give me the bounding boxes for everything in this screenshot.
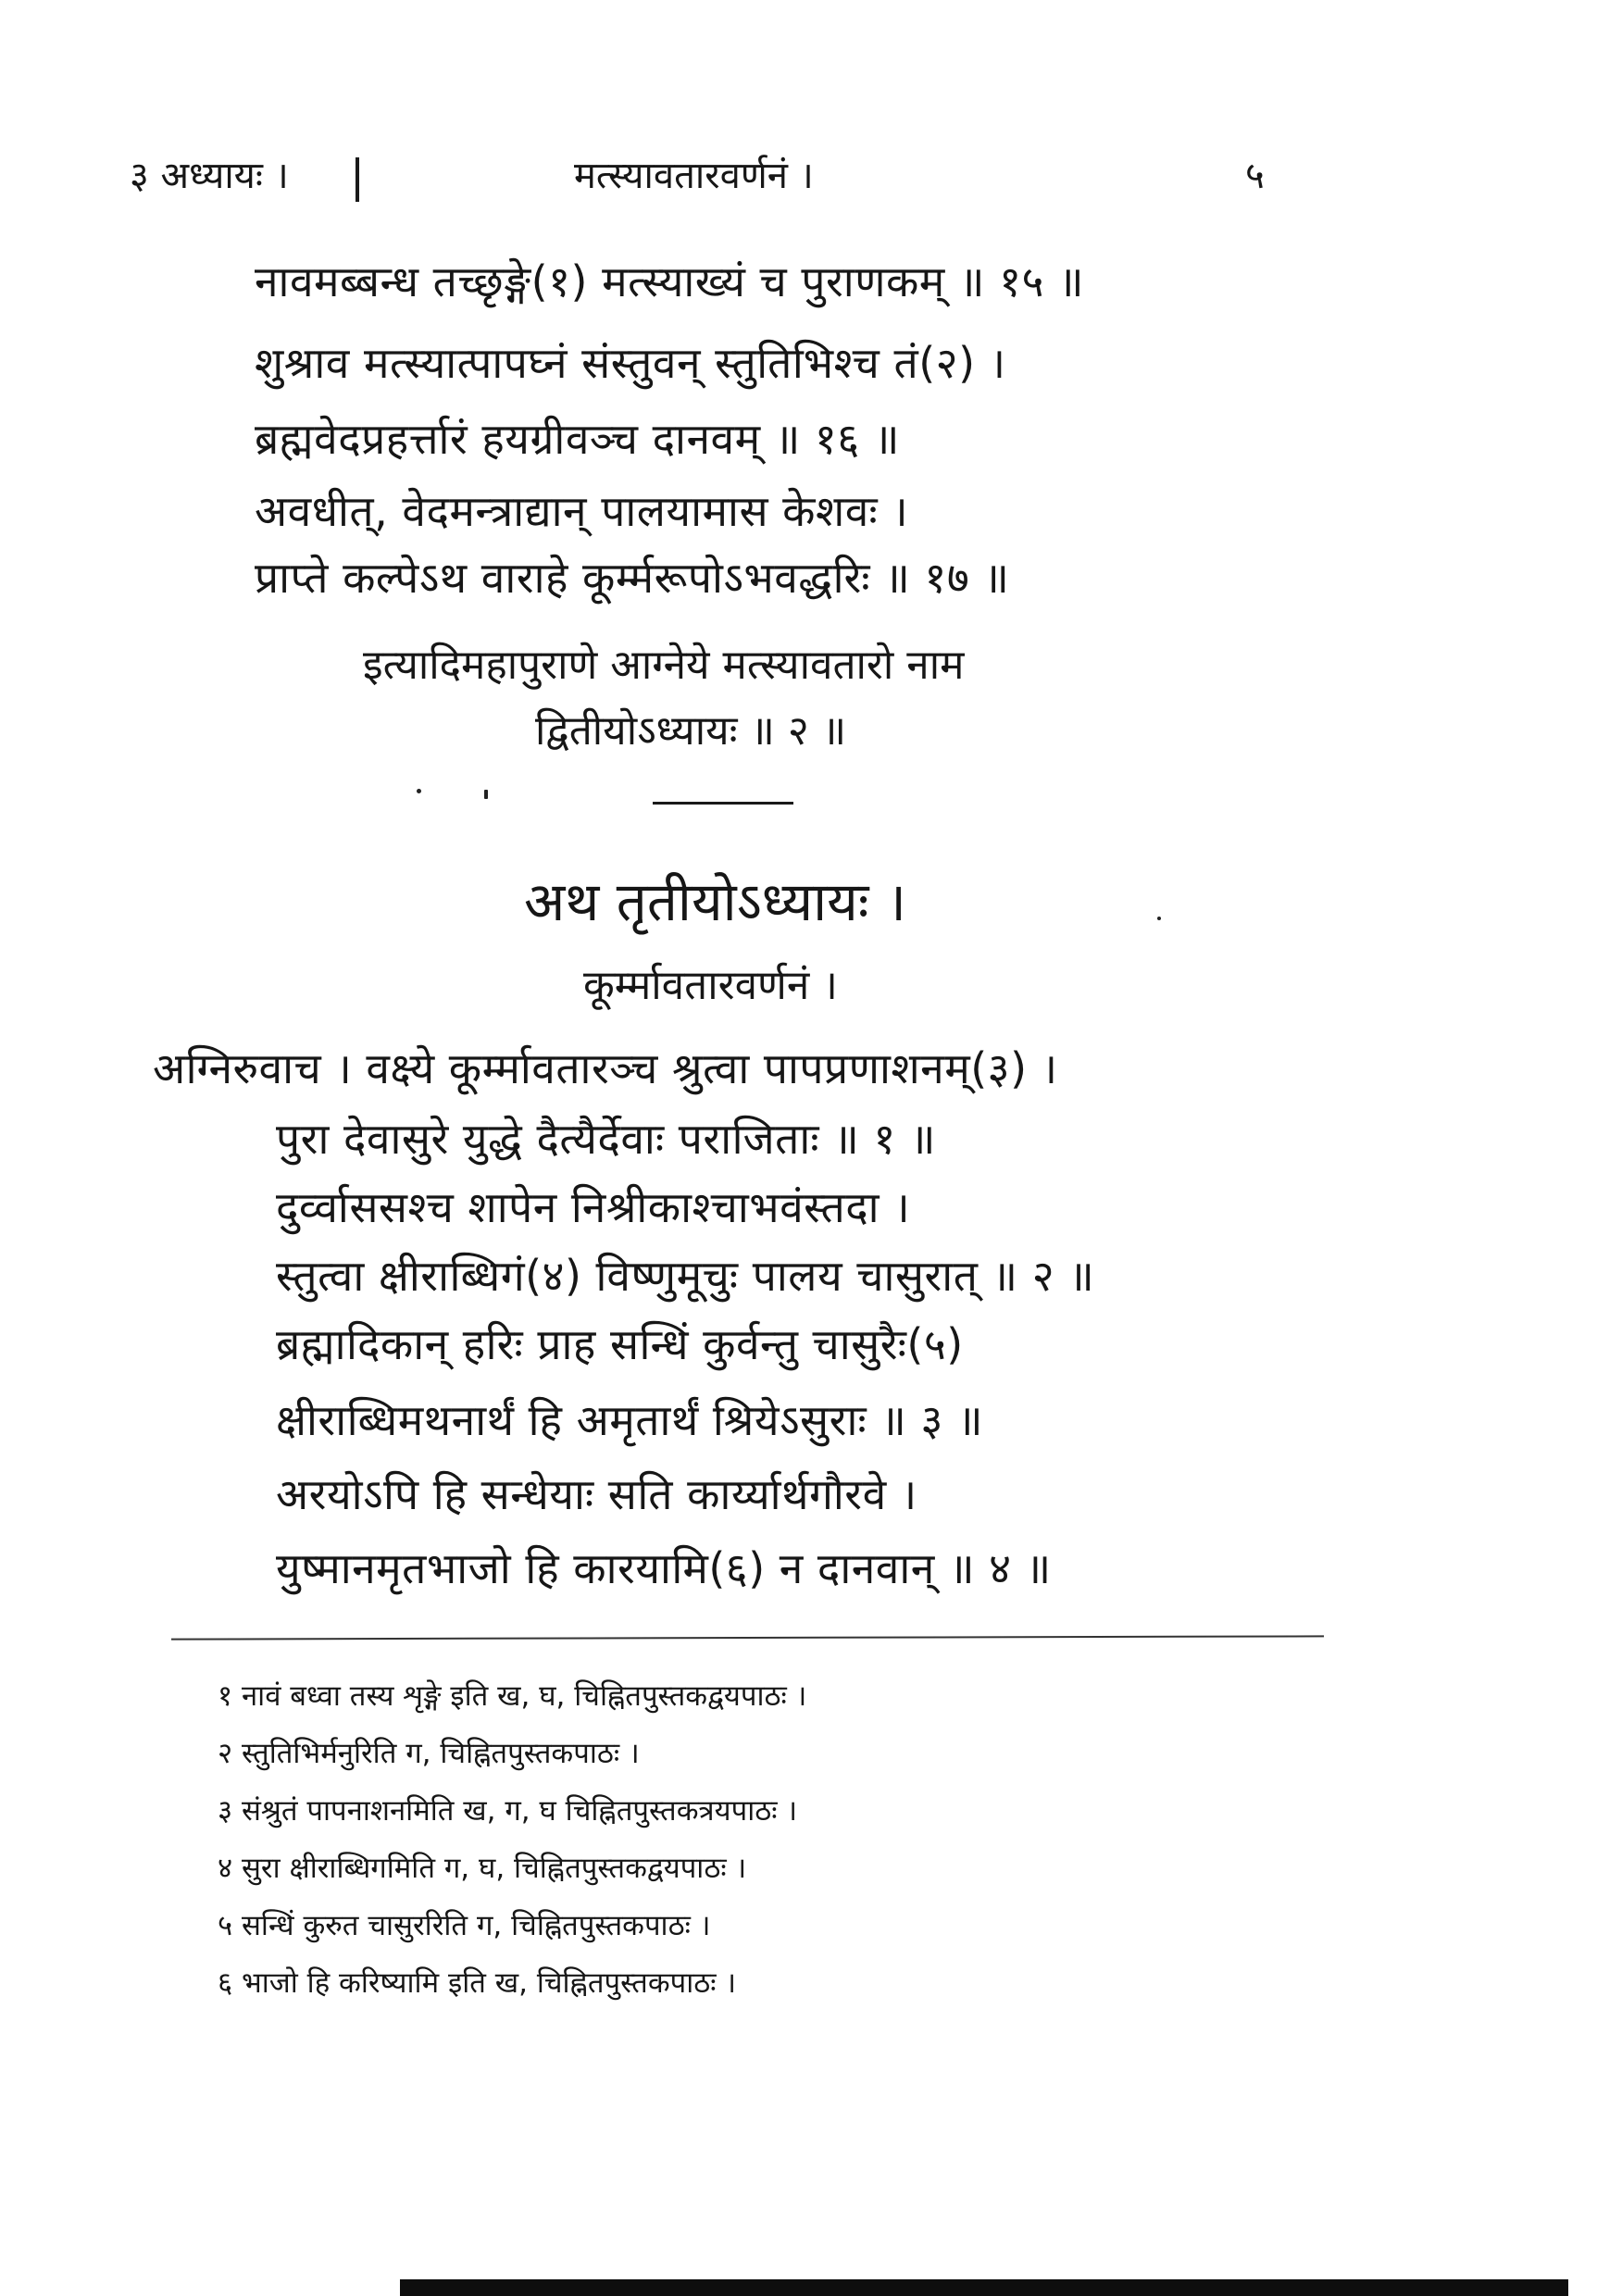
verse-line: शुश्राव मत्स्यात्पापघ्नं संस्तुवन् स्तुतिभिश्च तं(२) ।: [255, 338, 1006, 388]
page-number: ५: [1245, 155, 1265, 197]
verse-line: क्षीराब्धिमथनार्थं हि अमृतार्थं श्रियेऽसुराः ॥ ३ ॥: [276, 1395, 984, 1445]
running-header-title: मत्स्यावतारवर्णनं ।: [574, 155, 814, 197]
verse-line: अवधीत्, वेदमन्त्राद्यान् पालयामास केशवः ।: [255, 486, 909, 536]
footnote: १ नावं बध्वा तस्य शृङ्गे इति ख, घ, चिह्नितपुस्तकद्वयपाठः ।: [218, 1679, 807, 1713]
footnote: ४ सुरा क्षीराब्धिगमिति ग, घ, चिह्नितपुस्तकद्वयपाठः ।: [218, 1852, 747, 1885]
verse-line: प्राप्ते कल्पेऽथ वाराहे कूर्म्मरूपोऽभवद्धरिः ॥ १७ ॥: [255, 553, 1010, 603]
footnote: ६ भाजो हि करिष्यामि इति ख, चिह्नितपुस्तकपाठः ।: [218, 1966, 737, 2000]
running-header-chapter: ३ अध्यायः ।: [130, 155, 289, 197]
footnote-separator: [171, 1635, 1324, 1640]
verse-line: पुरा देवासुरे युद्धे दैत्यैर्देवाः पराजिताः ॥ १ ॥: [276, 1114, 936, 1164]
verse-line: ब्रह्मादिकान् हरिः प्राह सन्धिं कुर्वन्तु चासुरैः(५): [276, 1319, 964, 1369]
footnote: ५ सन्धिं कुरुत चासुररिति ग, चिह्नितपुस्तकपाठः ।: [218, 1909, 711, 1942]
verse-line: अरयोऽपि हि सन्धेयाः सति कार्य्यार्थगौरवे ।: [276, 1469, 917, 1519]
header-divider-bar: [356, 157, 359, 202]
chapter-subtitle: कूर्म्मावतारवर्णनं ।: [583, 962, 838, 1009]
chapter-title: अथ तृतीयोऽध्यायः ।: [524, 870, 906, 933]
section-divider: [653, 802, 793, 805]
verse-line: ब्रह्मवेदप्रहर्त्तारं हयग्रीवञ्च दानवम् ॥ १६ ॥: [255, 414, 900, 464]
scan-edge-band: [400, 2279, 1568, 2296]
ink-speck: [1157, 917, 1161, 920]
verse-line: युष्मानमृतभाजो हि कारयामि(६) न दानवान् ॥ ४ ॥: [276, 1543, 1052, 1593]
verse-line: स्तुत्वा क्षीराब्धिगं(४) विष्णुमूचुः पालय चासुरात् ॥ २ ॥: [276, 1251, 1095, 1301]
verse-line: नावमब्बन्ध तच्छृङ्गे(१) मत्स्याख्यं च पुराणकम् ॥ १५ ॥: [255, 256, 1085, 306]
colophon-line: इत्यादिमहापुराणे आग्नेये मत्स्यावतारो नाम: [363, 642, 965, 689]
colophon-line: द्वितीयोऽध्यायः ॥ २ ॥: [535, 707, 847, 755]
footnote: ३ संश्रुतं पापनाशनमिति ख, ग, घ चिह्नितपुस्तकत्रयपाठः ।: [218, 1794, 798, 1828]
ink-speck: [484, 790, 488, 799]
verse-line: अग्निरुवाच । वक्ष्ये कूर्म्मावतारञ्च श्रुत्वा पापप्रणाशनम्(३) ।: [153, 1043, 1058, 1093]
ink-speck: [417, 789, 421, 793]
verse-line: दुर्व्वाससश्च शापेन निश्रीकाश्चाभवंस्तदा ।: [276, 1182, 911, 1232]
footnote: २ स्तुतिभिर्मनुरिति ग, चिह्नितपुस्तकपाठः ।: [218, 1737, 640, 1770]
